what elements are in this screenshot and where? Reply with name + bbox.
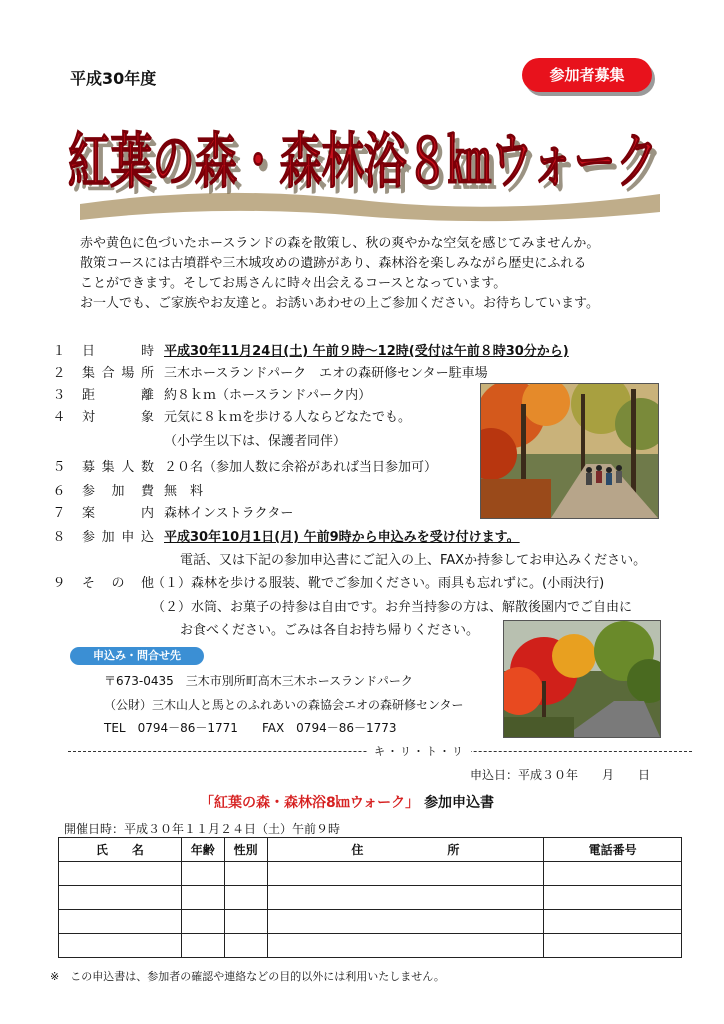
name-cell[interactable]	[59, 862, 182, 886]
item-number: １	[52, 344, 66, 359]
column-header-phone: 電話番号	[544, 838, 682, 862]
item-label: 募集人数	[82, 460, 154, 475]
contact-label: 申込み・問合せ先	[70, 647, 204, 665]
privacy-note: ※ この申込書は、参加者の確認や連絡などの目的以外には利用いたしません。	[50, 970, 445, 983]
item-value: ２０名（参加人数に余裕があれば当日参加可）	[164, 460, 438, 475]
item-label: そ の 他	[82, 576, 154, 591]
item-number: ８	[52, 530, 66, 545]
address-cell[interactable]	[267, 886, 544, 910]
item-label: 参加費	[82, 484, 154, 499]
item-value: 平成30年10月1日(月) 午前9時から申込みを受け付けます。	[164, 530, 520, 545]
item-subvalue: （小学生以下は、保護者同伴）	[164, 434, 347, 449]
item-value: 三木ホースランドパーク エオの森研修センター駐車場	[164, 366, 488, 381]
column-header-gender: 性別	[224, 838, 267, 862]
column-header-address: 住 所	[267, 838, 544, 862]
intro-line: ことができます。そしてお馬さんに時々出会えるコースとなっています。	[80, 276, 507, 291]
item-number: ７	[52, 506, 66, 521]
title-text: 紅葉の森・森林浴８㎞ウォーク	[68, 127, 658, 197]
address-cell[interactable]	[267, 934, 544, 958]
item-value: 無 料	[164, 484, 204, 499]
item-value: 約８ｋｍ（ホースランドパーク内）	[164, 388, 372, 403]
item-number: ４	[52, 410, 66, 425]
form-header-row	[59, 838, 682, 862]
event-title	[60, 104, 680, 228]
cut-line-text: キ・リ・ト・リ	[368, 743, 471, 759]
forest-walk-photo	[480, 383, 659, 519]
form-entry-row	[59, 910, 682, 934]
item-label: 距 離	[82, 388, 154, 403]
column-header-name: 氏 名	[59, 838, 182, 862]
cut-line	[68, 745, 692, 757]
detail-application-note	[52, 549, 672, 569]
address-cell[interactable]	[267, 910, 544, 934]
name-cell[interactable]	[59, 934, 182, 958]
item-number: ６	[52, 484, 66, 499]
fiscal-year: 平成30年度	[70, 69, 157, 88]
form-entry-row	[59, 886, 682, 910]
item-number: ９	[52, 576, 66, 591]
column-header-age: 年齢	[181, 838, 224, 862]
age-cell[interactable]	[181, 886, 224, 910]
phone-cell[interactable]	[544, 862, 682, 886]
age-cell[interactable]	[181, 910, 224, 934]
address-cell[interactable]	[267, 862, 544, 886]
item-value: 元気に８ｋｍを歩ける人ならどなたでも。	[164, 410, 412, 425]
item-subvalue: （２）水筒、お菓子の持参は自由です。お弁当持参の方は、解散後園内でご自由に	[152, 600, 632, 615]
item-value: 平成30年11月24日(土) 午前９時～12時(受付は午前８時30分から)	[164, 344, 569, 359]
item-value: （１）森林を歩ける服装、靴でご参加ください。雨具も忘れずに。(小雨決行)	[152, 576, 605, 591]
gender-cell[interactable]	[224, 934, 267, 958]
intro-line: 赤や黄色に色づいたホースランドの森を散策し、秋の爽やかな空気を感じてみませんか。	[80, 236, 600, 251]
recruit-badge: 参加者募集	[522, 58, 652, 92]
item-value: 森林インストラクター	[164, 506, 294, 521]
gender-cell[interactable]	[224, 886, 267, 910]
item-number: ２	[52, 366, 66, 381]
form-entry-row	[59, 862, 682, 886]
intro-line: お一人でも、ご家族やお友達と。お誘いあわせの上ご参加ください。お待ちしています。	[80, 296, 599, 311]
age-cell[interactable]	[181, 934, 224, 958]
item-label: 案 内	[82, 506, 154, 521]
form-entry-row	[59, 934, 682, 958]
application-form-table	[58, 837, 682, 958]
contact-phone-fax: TEL 0794－86－1771 FAX 0794－86－1773	[104, 721, 397, 735]
name-cell[interactable]	[59, 910, 182, 934]
intro-text	[80, 234, 680, 314]
form-title	[200, 792, 494, 812]
event-title-art	[60, 104, 680, 228]
detail-other	[52, 572, 672, 592]
gender-cell[interactable]	[224, 862, 267, 886]
name-cell[interactable]	[59, 886, 182, 910]
phone-cell[interactable]	[544, 910, 682, 934]
phone-cell[interactable]	[544, 934, 682, 958]
item-label: 対 象	[82, 410, 154, 425]
detail-meeting-place	[52, 362, 672, 382]
item-subvalue: 電話、又は下記の参加申込書にご記入の上、FAXか持参してお申込みください。	[180, 553, 647, 568]
phone-cell[interactable]	[544, 886, 682, 910]
age-cell[interactable]	[181, 862, 224, 886]
item-number: ３	[52, 388, 66, 403]
gender-cell[interactable]	[224, 910, 267, 934]
detail-application	[52, 526, 672, 546]
contact-organization: （公財）三木山人と馬とのふれあいの森協会エオの森研修センター	[104, 698, 464, 712]
application-date: 申込日：平成３０年 月 日	[470, 768, 651, 782]
title-shadow-text: 紅葉の森・森林浴８㎞ウォーク	[73, 133, 663, 203]
item-label: 集合場所	[82, 366, 154, 381]
event-date: 開催日時：平成３０年１１月２４日（土）午前９時	[64, 822, 341, 836]
item-subvalue: お食べください。ごみは各自お持ち帰りください。	[180, 623, 480, 638]
item-label: 参加申込	[82, 530, 154, 545]
forest-walk-photo-art	[481, 384, 658, 518]
autumn-maple-photo	[503, 620, 661, 738]
form-title-event: 「紅葉の森・森林浴8㎞ウォーク」	[200, 795, 420, 811]
form-title-label: 参加申込書	[424, 795, 495, 811]
detail-date	[52, 340, 672, 360]
detail-other-2	[52, 596, 672, 616]
form-body	[59, 862, 682, 958]
item-label: 日 時	[82, 344, 154, 359]
item-number: ５	[52, 460, 66, 475]
autumn-maple-photo-art	[504, 621, 660, 737]
intro-line: 散策コースには古墳群や三木城攻めの遺跡があり、森林浴を楽しみながら歴史にふれる	[80, 256, 587, 271]
contact-address: 〒673-0435 三木市別所町高木三木ホースランドパーク	[104, 674, 413, 688]
